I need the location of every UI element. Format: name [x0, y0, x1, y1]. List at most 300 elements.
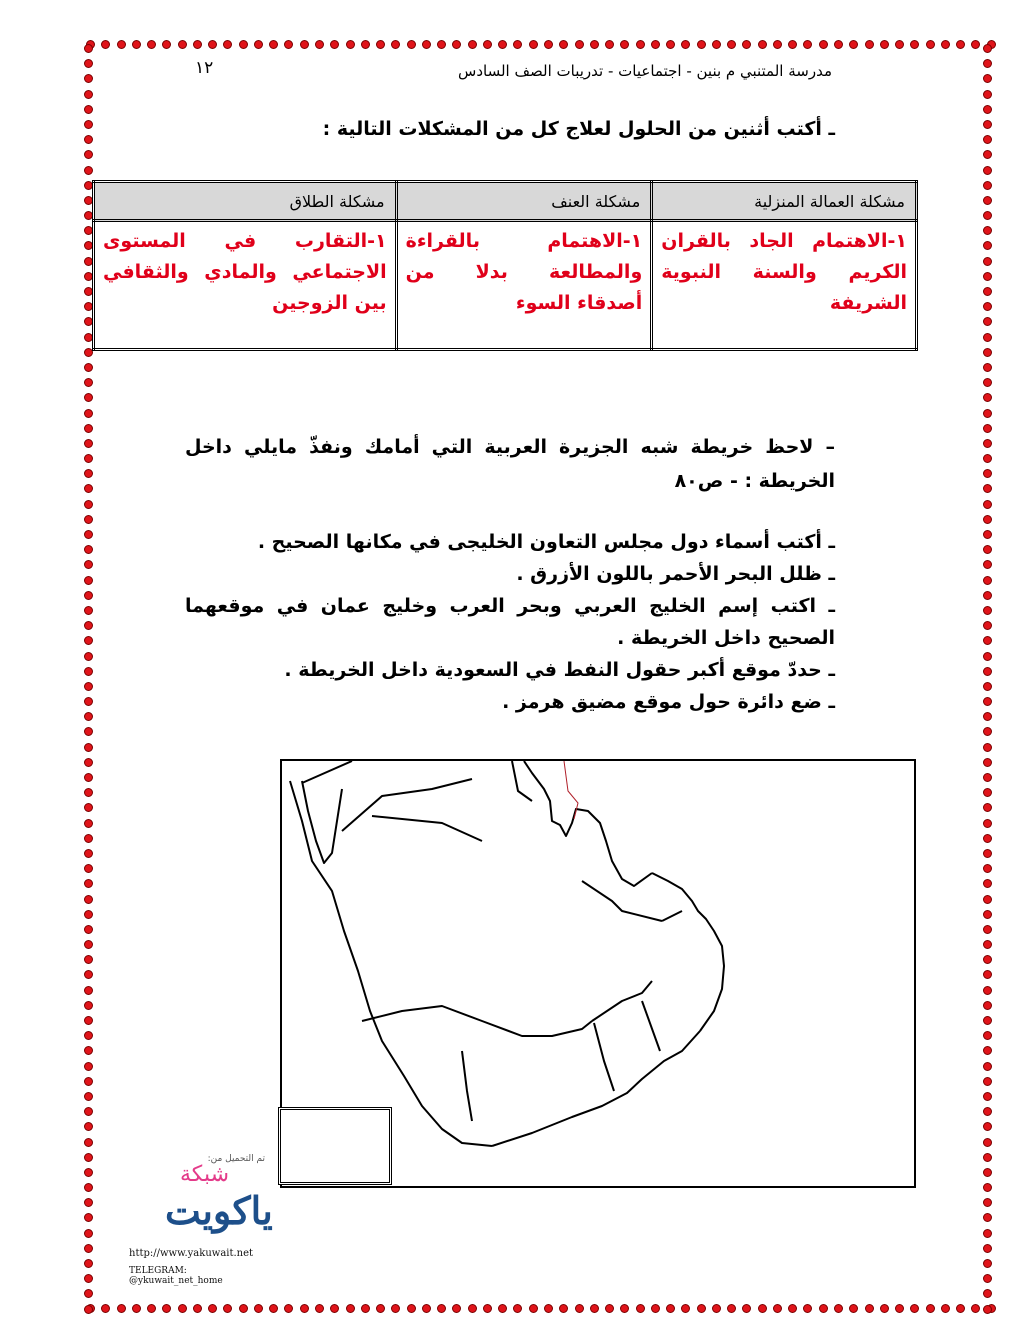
bead-ornament [223, 1304, 232, 1313]
bead-ornament [544, 1304, 553, 1313]
bead-ornament [300, 40, 309, 49]
bead-ornament [84, 970, 93, 979]
bead-ornament [983, 712, 992, 721]
bead-ornament [983, 105, 992, 114]
bead-ornament [84, 758, 93, 767]
bead-ornament [84, 1259, 93, 1268]
bead-ornament [84, 393, 93, 402]
top-bead-border [86, 40, 996, 54]
bead-ornament [983, 940, 992, 949]
bead-ornament [84, 1213, 93, 1222]
bead-ornament [983, 970, 992, 979]
logo-name-text: ياكويت [165, 1188, 273, 1233]
bead-ornament [910, 40, 919, 49]
task-item: ـ أكتب أسماء دول مجلس التعاون الخليجى في مكانها الصحيح . [257, 531, 835, 553]
bead-ornament [983, 1289, 992, 1298]
table-answer-row [94, 221, 917, 350]
header-violence: مشكلة العنف [396, 182, 652, 221]
border-line [462, 1051, 472, 1121]
bead-ornament [865, 1304, 874, 1313]
bead-ornament [983, 226, 992, 235]
bead-ornament [983, 697, 992, 706]
bead-ornament [84, 1077, 93, 1086]
task-item: ـ اكتب إسم الخليج العربي وبحر العرب وخليج عمان في موقعهما الصحيح داخل الخريطة . [185, 595, 835, 649]
bead-ornament [391, 40, 400, 49]
upload-note: تم التحميل من: [207, 1154, 265, 1164]
bead-ornament [132, 1304, 141, 1313]
bead-ornament [651, 40, 660, 49]
bead-ornament [983, 241, 992, 250]
bead-ornament [956, 40, 965, 49]
bead-ornament [941, 1304, 950, 1313]
bead-ornament [437, 40, 446, 49]
bead-ornament [84, 986, 93, 995]
arabian-sea-coast [492, 1031, 700, 1146]
bead-ornament [983, 135, 992, 144]
bead-ornament [819, 40, 828, 49]
bead-ornament [773, 40, 782, 49]
page-number: ١٢ [195, 58, 214, 78]
bead-ornament [983, 606, 992, 615]
bead-ornament [983, 439, 992, 448]
bead-ornament [101, 1304, 110, 1313]
bead-ornament [983, 1077, 992, 1086]
bead-ornament [84, 560, 93, 569]
bead-ornament [483, 40, 492, 49]
bead-ornament [834, 40, 843, 49]
task-item: ـ ظلل البحر الأحمر باللون الأزرق . [516, 563, 835, 585]
bead-ornament [239, 40, 248, 49]
river-line [564, 761, 578, 819]
bead-ornament [983, 515, 992, 524]
bead-ornament [84, 120, 93, 129]
bead-ornament [983, 986, 992, 995]
table-header-row [94, 182, 917, 221]
bead-ornament [983, 317, 992, 326]
bead-ornament [983, 1046, 992, 1055]
bead-ornament [208, 40, 217, 49]
bead-ornament [983, 788, 992, 797]
bead-ornament [983, 90, 992, 99]
bead-ornament [620, 1304, 629, 1313]
header-divorce: مشكلة الطلاق [94, 182, 397, 221]
bead-ornament [178, 40, 187, 49]
bead-ornament [983, 1274, 992, 1283]
task-item: ـ ضع دائرة حول موقع مضيق هرمز . [502, 691, 835, 713]
bead-ornament [193, 40, 202, 49]
bead-ornament [758, 40, 767, 49]
bead-ornament [983, 636, 992, 645]
bead-ornament [983, 743, 992, 752]
bead-ornament [983, 895, 992, 904]
bead-ornament [330, 40, 339, 49]
bead-ornament [452, 1304, 461, 1313]
bead-ornament [498, 1304, 507, 1313]
bead-ornament [269, 1304, 278, 1313]
answer-violence: ١-الاهتمام بالقراءة والمطالعة بدلا من أصدقاء السوء [396, 221, 652, 350]
bead-ornament [269, 40, 278, 49]
bead-ornament [758, 1304, 767, 1313]
bead-ornament [983, 287, 992, 296]
bead-ornament [84, 1001, 93, 1010]
bead-ornament [84, 439, 93, 448]
bead-ornament [983, 560, 992, 569]
border-line [662, 911, 682, 921]
bead-ornament [983, 1153, 992, 1162]
bead-ornament [84, 895, 93, 904]
bead-ornament [346, 1304, 355, 1313]
yakuwait-logo [125, 1148, 275, 1288]
bead-ornament [788, 40, 797, 49]
bead-ornament [407, 40, 416, 49]
oman-coast [652, 873, 724, 1031]
bead-ornament [590, 1304, 599, 1313]
bead-ornament [498, 40, 507, 49]
bead-ornament [84, 667, 93, 676]
map-legend-box [278, 1107, 392, 1185]
bead-ornament [84, 530, 93, 539]
bead-ornament [742, 40, 751, 49]
bead-ornament [84, 879, 93, 888]
bead-ornament [422, 1304, 431, 1313]
bead-ornament [983, 1031, 992, 1040]
bead-ornament [983, 1107, 992, 1116]
bead-ornament [84, 606, 93, 615]
bead-ornament [513, 40, 522, 49]
solutions-table [92, 180, 918, 351]
bead-ornament [983, 166, 992, 175]
bead-ornament [983, 849, 992, 858]
bead-ornament [84, 1168, 93, 1177]
bead-ornament [895, 40, 904, 49]
bead-ornament [681, 1304, 690, 1313]
bead-ornament [559, 1304, 568, 1313]
bead-ornament [84, 803, 93, 812]
bead-ornament [284, 40, 293, 49]
bead-ornament [620, 40, 629, 49]
bead-ornament [983, 834, 992, 843]
bead-ornament [468, 40, 477, 49]
bead-ornament [910, 1304, 919, 1313]
bead-ornament [983, 1092, 992, 1101]
bead-ornament [254, 1304, 263, 1313]
bead-ornament [983, 363, 992, 372]
map-task-list [185, 526, 835, 718]
bead-ornament [926, 1304, 935, 1313]
bead-ornament [983, 773, 992, 782]
bead-ornament [284, 1304, 293, 1313]
bead-ornament [84, 1198, 93, 1207]
bead-ornament [575, 1304, 584, 1313]
bead-ornament [983, 925, 992, 934]
border-line [372, 816, 482, 841]
bead-ornament [983, 1244, 992, 1253]
bead-ornament [849, 40, 858, 49]
bead-ornament [117, 40, 126, 49]
page-header: مدرسة المتنبي م بنين - اجتماعيات - تدريبات الصف السادس [458, 62, 832, 80]
bead-ornament [84, 424, 93, 433]
bead-ornament [84, 44, 93, 53]
bead-ornament [983, 1213, 992, 1222]
bead-ornament [84, 90, 93, 99]
bead-ornament [84, 454, 93, 463]
bead-ornament [983, 211, 992, 220]
bead-ornament [84, 1016, 93, 1025]
bead-ornament [983, 257, 992, 266]
bead-ornament [983, 576, 992, 585]
bead-ornament [983, 1168, 992, 1177]
bead-ornament [468, 1304, 477, 1313]
bead-ornament [84, 469, 93, 478]
bead-ornament [983, 333, 992, 342]
bead-ornament [983, 1198, 992, 1207]
bead-ornament [983, 59, 992, 68]
bottom-bead-border [86, 1304, 996, 1318]
bead-ornament [575, 40, 584, 49]
bead-ornament [376, 40, 385, 49]
bead-ornament [84, 1046, 93, 1055]
bead-ornament [84, 576, 93, 585]
bead-ornament [84, 378, 93, 387]
red-sea-coast [290, 781, 492, 1146]
bead-ornament [651, 1304, 660, 1313]
bead-ornament [727, 40, 736, 49]
bead-ornament [983, 910, 992, 919]
bead-ornament [983, 409, 992, 418]
bead-ornament [956, 1304, 965, 1313]
aqaba-coast [302, 781, 342, 863]
bead-ornament [742, 1304, 751, 1313]
bead-ornament [84, 1031, 93, 1040]
bead-ornament [84, 773, 93, 782]
bead-ornament [84, 1305, 93, 1314]
bead-ornament [84, 834, 93, 843]
bead-ornament [254, 40, 263, 49]
logo-telegram: TELEGRAM: @ykuwait_net_home [129, 1266, 223, 1286]
bead-ornament [983, 1062, 992, 1071]
bead-ornament [727, 1304, 736, 1313]
bead-ornament [84, 166, 93, 175]
bead-ornament [529, 40, 538, 49]
bead-ornament [84, 864, 93, 873]
bead-ornament [983, 1305, 992, 1314]
bead-ornament [84, 1062, 93, 1071]
bead-ornament [849, 1304, 858, 1313]
border-line [342, 779, 472, 831]
bead-ornament [983, 530, 992, 539]
header-domestic-labor: مشكلة العمالة المنزلية [652, 182, 917, 221]
bead-ornament [983, 667, 992, 676]
bead-ornament [84, 925, 93, 934]
bead-ornament [84, 59, 93, 68]
bead-ornament [926, 40, 935, 49]
bead-ornament [84, 1244, 93, 1253]
bead-ornament [983, 1001, 992, 1010]
bead-ornament [983, 864, 992, 873]
bead-ornament [84, 1107, 93, 1116]
bead-ornament [84, 1274, 93, 1283]
bead-ornament [84, 788, 93, 797]
bead-ornament [84, 940, 93, 949]
bead-ornament [971, 1304, 980, 1313]
bead-ornament [971, 40, 980, 49]
bead-ornament [84, 1183, 93, 1192]
bead-ornament [773, 1304, 782, 1313]
bead-ornament [983, 682, 992, 691]
bead-ornament [880, 1304, 889, 1313]
bead-ornament [941, 40, 950, 49]
bead-ornament [84, 743, 93, 752]
bead-ornament [178, 1304, 187, 1313]
bead-ornament [117, 1304, 126, 1313]
bead-ornament [819, 1304, 828, 1313]
bead-ornament [239, 1304, 248, 1313]
logo-network-text: شبكة [180, 1162, 230, 1187]
bead-ornament [84, 409, 93, 418]
bead-ornament [983, 1259, 992, 1268]
bead-ornament [315, 1304, 324, 1313]
bead-ornament [193, 1304, 202, 1313]
task-item: ـ حددّ موقع أكبر حقول النفط في السعودية داخل الخريطة . [284, 659, 835, 681]
bead-ornament [681, 40, 690, 49]
bead-ornament [84, 1229, 93, 1238]
bead-ornament [361, 40, 370, 49]
right-bead-border [983, 44, 997, 1314]
bead-ornament [84, 849, 93, 858]
bead-ornament [315, 40, 324, 49]
bead-ornament [513, 1304, 522, 1313]
bead-ornament [84, 591, 93, 600]
bead-ornament [666, 1304, 675, 1313]
bead-ornament [983, 150, 992, 159]
bead-ornament [590, 40, 599, 49]
bead-ornament [84, 545, 93, 554]
bead-ornament [605, 40, 614, 49]
bead-ornament [84, 363, 93, 372]
bead-ornament [880, 40, 889, 49]
border-line [582, 881, 662, 921]
bead-ornament [983, 879, 992, 888]
bead-ornament [983, 621, 992, 630]
bead-ornament [437, 1304, 446, 1313]
bead-ornament [983, 591, 992, 600]
bead-ornament [84, 621, 93, 630]
bead-ornament [84, 1289, 93, 1298]
bead-ornament [84, 515, 93, 524]
bead-ornament [983, 393, 992, 402]
bead-ornament [544, 40, 553, 49]
bead-ornament [84, 955, 93, 964]
gulf-coast [524, 761, 652, 886]
bead-ornament [84, 500, 93, 509]
bead-ornament [983, 727, 992, 736]
bead-ornament [983, 1016, 992, 1025]
border-line [302, 761, 352, 783]
bead-ornament [147, 40, 156, 49]
bead-ornament [376, 1304, 385, 1313]
bead-ornament [788, 1304, 797, 1313]
bead-ornament [559, 40, 568, 49]
bead-ornament [983, 484, 992, 493]
bead-ornament [84, 819, 93, 828]
bead-ornament [483, 1304, 492, 1313]
bead-ornament [983, 955, 992, 964]
bead-ornament [84, 484, 93, 493]
bead-ornament [983, 545, 992, 554]
bead-ornament [983, 302, 992, 311]
bead-ornament [346, 40, 355, 49]
bead-ornament [697, 40, 706, 49]
bead-ornament [84, 150, 93, 159]
bead-ornament [983, 196, 992, 205]
bead-ornament [84, 1138, 93, 1147]
bead-ornament [84, 712, 93, 721]
bead-ornament [983, 348, 992, 357]
bead-ornament [208, 1304, 217, 1313]
bead-ornament [132, 40, 141, 49]
border-line [594, 1023, 614, 1091]
bead-ornament [983, 803, 992, 812]
logo-url: http://www.yakuwait.net [129, 1248, 254, 1259]
bead-ornament [983, 819, 992, 828]
bead-ornament [803, 1304, 812, 1313]
bead-ornament [803, 40, 812, 49]
bead-ornament [84, 74, 93, 83]
border-line [362, 1006, 592, 1036]
bead-ornament [895, 1304, 904, 1313]
bead-ornament [983, 1122, 992, 1131]
bead-ornament [697, 1304, 706, 1313]
bead-ornament [300, 1304, 309, 1313]
bead-ornament [983, 652, 992, 661]
bead-ornament [983, 74, 992, 83]
bead-ornament [983, 500, 992, 509]
bead-ornament [983, 454, 992, 463]
bead-ornament [223, 40, 232, 49]
bead-ornament [361, 1304, 370, 1313]
bead-ornament [712, 1304, 721, 1313]
bead-ornament [865, 40, 874, 49]
bead-ornament [84, 910, 93, 919]
bead-ornament [84, 652, 93, 661]
bead-ornament [84, 105, 93, 114]
bead-ornament [636, 1304, 645, 1313]
bead-ornament [84, 697, 93, 706]
bead-ornament [834, 1304, 843, 1313]
bead-ornament [983, 758, 992, 767]
answer-divorce: ١-التقارب في المستوى الاجتماعي والمادي والثقافي بين الزوجين [94, 221, 397, 350]
bead-ornament [983, 1229, 992, 1238]
question-1-prompt: ـ أكتب أثنين من الحلول لعلاج كل من المشكلات التالية : [322, 118, 835, 140]
bead-ornament [983, 1138, 992, 1147]
bead-ornament [983, 378, 992, 387]
bead-ornament [605, 1304, 614, 1313]
bead-ornament [983, 272, 992, 281]
bead-ornament [983, 181, 992, 190]
bead-ornament [391, 1304, 400, 1313]
bead-ornament [712, 40, 721, 49]
bead-ornament [162, 40, 171, 49]
bead-ornament [529, 1304, 538, 1313]
bead-ornament [983, 424, 992, 433]
answer-domestic-labor: ١-الاهتمام الجاد بالقران الكريم والسنة النبوية الشريفة [652, 221, 917, 350]
bead-ornament [452, 40, 461, 49]
bead-ornament [983, 1183, 992, 1192]
bead-ornament [636, 40, 645, 49]
bead-ornament [84, 682, 93, 691]
bead-ornament [84, 1122, 93, 1131]
question-2-prompt: – لاحظ خريطة شبه الجزيرة العربية التي أمامك ونفذّ مايلي داخل الخريطة : - ص٨٠ [185, 436, 835, 492]
